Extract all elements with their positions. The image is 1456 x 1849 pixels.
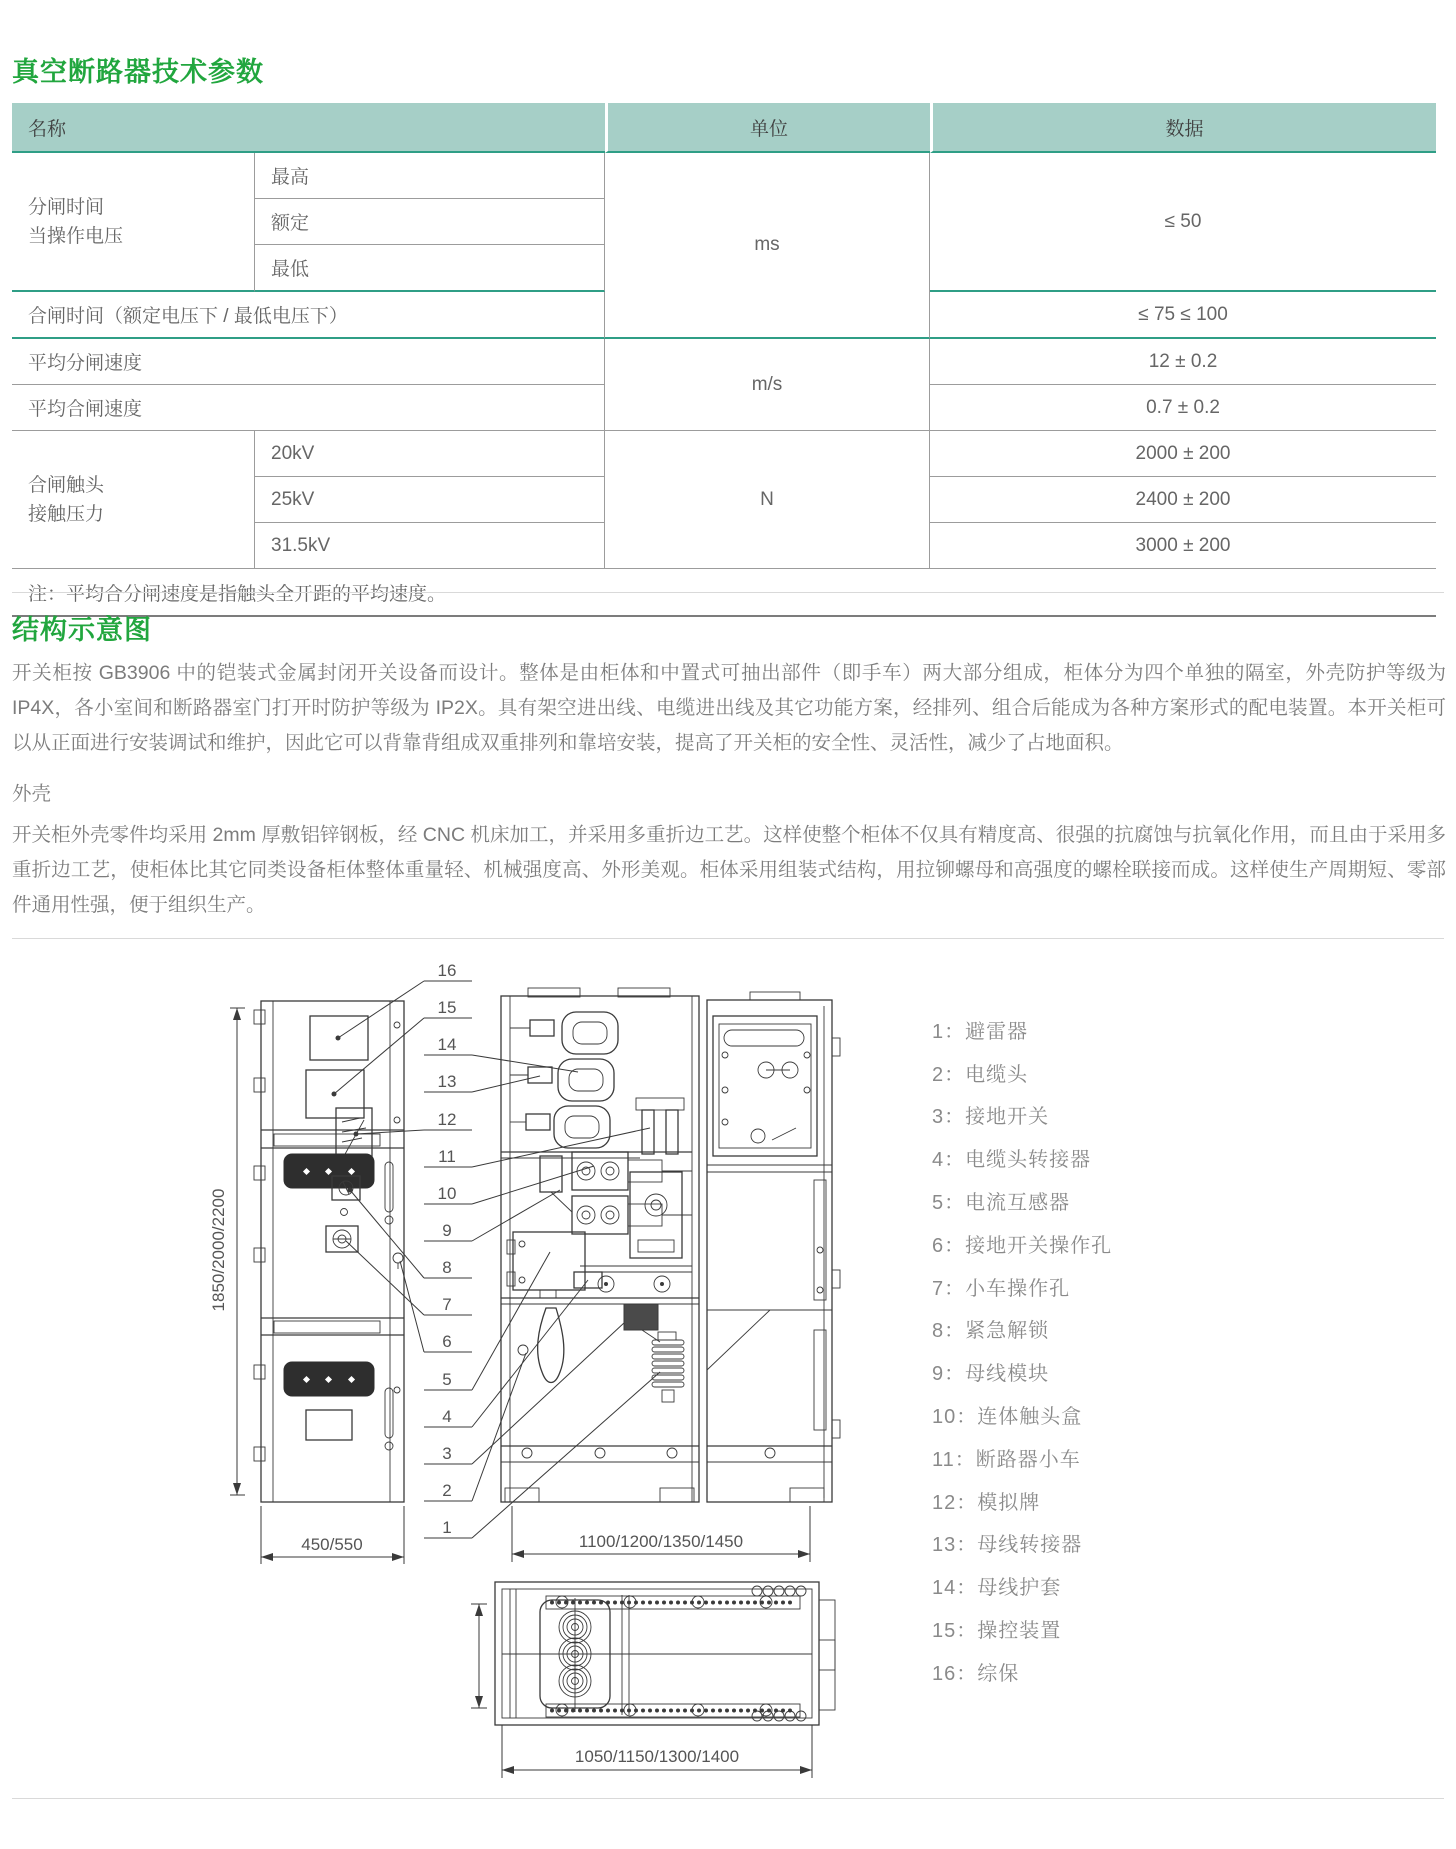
cell-avg-closing-speed: 平均合闸速度 xyxy=(12,385,605,431)
current-transformer xyxy=(507,1232,585,1298)
opening-time-line1: 分闸时间 xyxy=(28,196,105,218)
callout-8: 8 xyxy=(442,1258,452,1277)
divider xyxy=(12,938,1444,939)
cell-avg-opening-speed: 平均分闸速度 xyxy=(12,339,605,385)
vent-grille-bottom xyxy=(284,1362,374,1396)
busbar-sheaths xyxy=(554,1012,618,1148)
cell-data-75-100: ≤ 75 ≤ 100 xyxy=(930,292,1436,339)
callout-12: 12 xyxy=(437,1110,457,1129)
legend-item: 1：避雷器 xyxy=(932,1020,1029,1043)
busbar-adapters xyxy=(510,1020,554,1130)
header-name: 名称 xyxy=(12,103,605,153)
callout-11: 11 xyxy=(438,1147,456,1166)
legend-item: 10：连体触头盒 xyxy=(932,1406,1083,1429)
plan-dimensions xyxy=(471,1604,812,1778)
plan-view xyxy=(495,1582,835,1725)
cell-closing-time: 合闸时间（额定电压下 / 最低电压下） xyxy=(12,292,605,339)
footer-divider xyxy=(12,1798,1444,1799)
legend-item: 14：母线护套 xyxy=(932,1577,1062,1600)
dim-plan-depth: 1050/1150/1300/1400 xyxy=(574,1747,740,1766)
legend-item: 2：电缆头 xyxy=(932,1063,1029,1086)
callout-13: 13 xyxy=(437,1072,457,1091)
table-row xyxy=(12,153,1436,199)
callout-16: 16 xyxy=(437,961,457,980)
cell-unit-n: N xyxy=(605,431,930,569)
legend-item: 7：小车操作孔 xyxy=(932,1277,1071,1300)
front-view xyxy=(254,1001,404,1502)
divider xyxy=(12,592,1444,593)
section-title-parameters: 真空断路器技术参数 xyxy=(12,57,264,87)
legend-item: 15：操控装置 xyxy=(932,1620,1062,1643)
cabinet-drawing xyxy=(210,950,950,1810)
table-note-row xyxy=(12,569,1436,617)
cell-data-2400: 2400 ± 200 xyxy=(930,477,1436,523)
rear-cabinet-section xyxy=(707,992,840,1502)
callout-5: 5 xyxy=(442,1370,452,1389)
contact-boxes xyxy=(572,1152,692,1234)
callout-10: 10 xyxy=(437,1184,457,1203)
legend-item: 11：断路器小车 xyxy=(932,1448,1081,1471)
cell-contact-pressure-name xyxy=(12,431,255,569)
contact-pressure-line2: 接触压力 xyxy=(28,503,105,525)
cable-head xyxy=(538,1308,564,1383)
header-data: 数据 xyxy=(930,103,1436,153)
cell-data-07: 0.7 ± 0.2 xyxy=(930,385,1436,431)
legend-item: 5：电流互感器 xyxy=(932,1192,1071,1215)
header-unit: 单位 xyxy=(605,103,930,153)
cell-sub-rated: 额定 xyxy=(255,199,605,245)
dim-section-depth: 1100/1200/1350/1450 xyxy=(578,1532,744,1551)
legend-item: 6：接地开关操作孔 xyxy=(932,1234,1113,1257)
table-row xyxy=(12,431,1436,477)
cell-sub-max: 最高 xyxy=(255,153,605,199)
corner-hole-clusters xyxy=(752,1586,806,1721)
cell-sub-25kv: 25kV xyxy=(255,477,605,523)
legend-item: 9：母线模块 xyxy=(932,1363,1050,1386)
callout-4: 4 xyxy=(442,1407,452,1426)
front-view-dimensions xyxy=(210,1008,404,1564)
legend-item: 16：综保 xyxy=(932,1662,1020,1685)
callout-9: 9 xyxy=(442,1221,452,1240)
callout-1: 1 xyxy=(442,1518,452,1537)
callout-15: 15 xyxy=(437,998,457,1017)
cell-data-2000: 2000 ± 200 xyxy=(930,431,1436,477)
legend-item: 3：接地开关 xyxy=(932,1106,1050,1129)
diagram-legend xyxy=(932,1008,1112,1693)
breaker-trolley xyxy=(580,1098,692,1292)
table-row xyxy=(12,339,1436,385)
structure-paragraph: 开关柜按 GB3906 中的铠装式金属封闭开关设备而设计。整体是由柜体和中置式可抽出部件（即手车）两大部分组成，柜体分为四个单独的隔室，外壳防护等级为 IP4X，各小室间和断路器室门打开时防护等级为 IP2X。具有架空进出线、电缆进出线及其它功能方案，经排列、组合后能成为各种方案形式的配电装置。本开关柜可以从正面进行安装调试和维护，因此它可以背靠背组成双重排列和靠培安装，提高了开关柜的安全性、灵活性，减少了占地面积。 xyxy=(12,662,1446,754)
cell-sub-min: 最低 xyxy=(255,245,605,292)
cell-data-50: ≤ 50 xyxy=(930,153,1436,292)
cell-sub-20kv: 20kV xyxy=(255,431,605,477)
table-note: 注：平均合分闸速度是指触头全开距的平均速度。 xyxy=(12,569,1436,617)
callout-7: 7 xyxy=(442,1295,452,1314)
grounding-switch xyxy=(624,1304,660,1342)
shell-subheading: 外壳 xyxy=(12,783,52,805)
cell-data-12: 12 ± 0.2 xyxy=(930,339,1436,385)
parameters-table xyxy=(12,103,1436,617)
callout-14: 14 xyxy=(437,1035,457,1054)
shell-paragraph: 开关柜外壳零件均采用 2mm 厚敷铝锌钢板，经 CNC 机床加工，并采用多重折边工艺。这样使整个柜体不仅具有精度高、很强的抗腐蚀与抗氧化作用，而且由于采用多重折边工艺，使柜体比其它同类设备柜体整体重量轻、机械强度高、外形美观。柜体采用组装式结构，用拉铆螺母和高强度的螺栓联接而成。这样使生产周期短、零部件通用性强，便于组织生产。 xyxy=(12,824,1446,916)
arrester xyxy=(652,1332,684,1402)
contact-pressure-line1: 合闸触头 xyxy=(28,474,105,496)
legend-item: 8：紧急解锁 xyxy=(932,1320,1050,1343)
structure-diagram xyxy=(210,950,950,1815)
table-header-row xyxy=(12,103,1436,153)
callout-6: 6 xyxy=(442,1332,452,1351)
legend-item: 13：母线转接器 xyxy=(932,1534,1083,1557)
legend-item: 4：电缆头转接器 xyxy=(932,1149,1092,1172)
dim-front-width: 450/550 xyxy=(301,1535,363,1554)
section-depth-dimension xyxy=(512,1506,810,1562)
legend-item: 12：模拟牌 xyxy=(932,1491,1041,1514)
cell-unit-ms2: m/s xyxy=(605,339,930,431)
hinges xyxy=(254,1010,265,1461)
cell-opening-time-name xyxy=(12,153,255,292)
lv-compartment xyxy=(713,1016,817,1156)
section-title-structure: 结构示意图 xyxy=(12,615,152,645)
callout-2: 2 xyxy=(442,1481,452,1500)
busbar-module xyxy=(540,1156,572,1212)
cell-data-3000: 3000 ± 200 xyxy=(930,523,1436,569)
callouts xyxy=(332,961,661,1538)
dim-height: 1850/2000/2200 xyxy=(210,1188,228,1312)
callout-3: 3 xyxy=(442,1444,452,1463)
cell-sub-315kv: 31.5kV xyxy=(255,523,605,569)
cell-unit-ms: ms xyxy=(605,153,930,339)
opening-time-line2: 当操作电压 xyxy=(28,225,124,247)
